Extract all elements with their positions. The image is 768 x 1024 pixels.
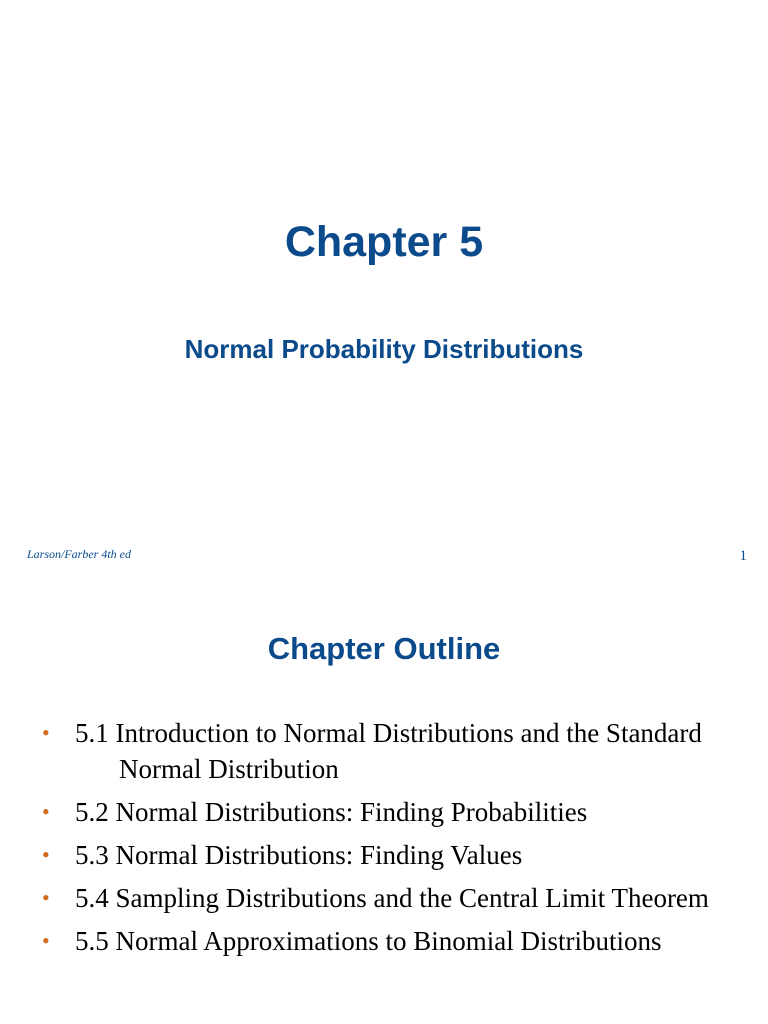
chapter-subtitle: Normal Probability Distributions <box>184 334 584 364</box>
list-item <box>42 715 722 787</box>
bullet-icon: • <box>42 842 50 867</box>
bullet-icon: • <box>42 799 50 824</box>
bullet-icon: • <box>42 885 50 910</box>
list-item-text: 5.4 Sampling Distributions and the Central Limit Theorem <box>75 883 709 913</box>
outline-title: Chapter Outline <box>267 631 501 666</box>
bullet-icon: • <box>42 928 50 953</box>
list-item <box>42 880 722 916</box>
list-item-text: 5.5 Normal Approximations to Binomial Distributions <box>75 926 662 956</box>
list-item-text: 5.2 Normal Distributions: Finding Probabilities <box>75 797 588 827</box>
slide-2 <box>0 576 768 1024</box>
list-item <box>42 923 722 959</box>
list-item-text: 5.3 Normal Distributions: Finding Values <box>75 840 523 870</box>
list-item <box>42 794 722 830</box>
chapter-title: Chapter 5 <box>284 218 484 266</box>
outline-list <box>42 715 722 966</box>
list-item <box>42 837 722 873</box>
list-item-text: 5.1 Introduction to Normal Distributions and the Standard Normal Distribution <box>75 718 702 784</box>
footer-citation: Larson/Farber 4th ed <box>27 547 132 561</box>
bullet-icon: • <box>42 720 50 745</box>
page-number: 1 <box>739 548 747 564</box>
